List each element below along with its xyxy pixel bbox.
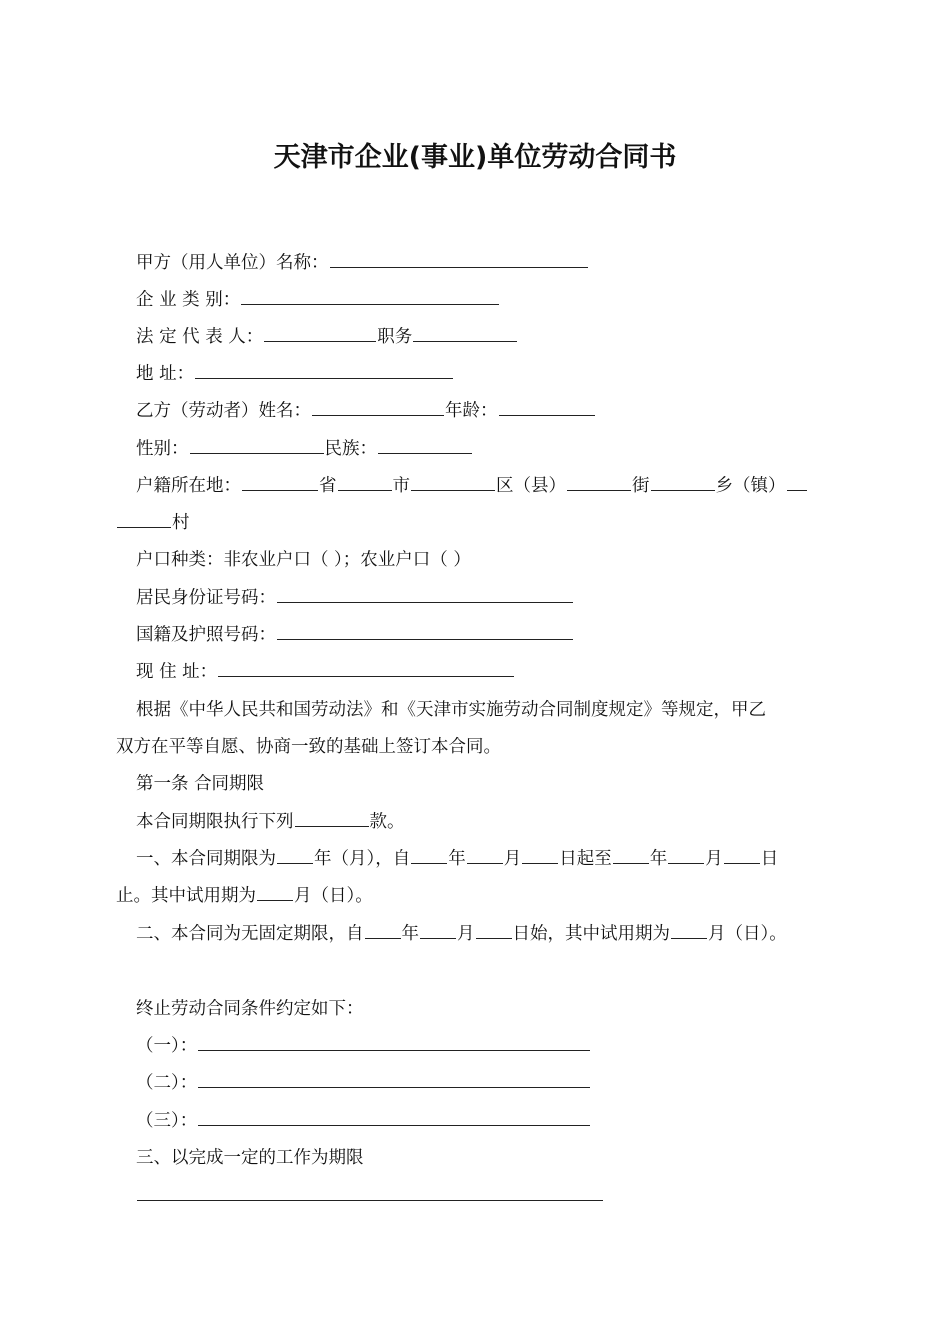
clause-2-text-b: 日始，其中试用期为: [512, 924, 670, 944]
party-a-name-row: [136, 251, 589, 275]
village-row: [116, 511, 190, 535]
township-label: 乡（镇）: [715, 476, 786, 496]
position-label: 职务: [377, 327, 413, 347]
term-exec-suffix: 款。: [369, 812, 405, 832]
ethnicity-label: 民族：: [324, 439, 377, 459]
probation-unit-2: 月（日）。: [708, 924, 787, 944]
start-year-blank[interactable]: [411, 848, 447, 864]
district-blank[interactable]: [411, 475, 495, 491]
clause-2-text-a: 二、本合同为无固定期限，自: [136, 924, 364, 944]
hukou-location-label: 户籍所在地：: [136, 476, 241, 496]
enterprise-category-label: 企 业 类 别：: [136, 290, 241, 310]
legal-rep-blank[interactable]: [264, 326, 376, 342]
village-label: 村: [172, 513, 190, 533]
city-label: 市: [392, 476, 410, 496]
start-day-blank[interactable]: [522, 848, 558, 864]
residence-label: 现 住 址：: [136, 662, 218, 682]
article-1-heading: 第一条 合同期限: [136, 774, 265, 794]
age-blank[interactable]: [499, 400, 595, 416]
party-b-name-label: 乙方（劳动者）姓名：: [136, 401, 311, 421]
clause-3-blank-row: [136, 1184, 604, 1208]
province-label: 省: [319, 476, 337, 496]
residence-blank[interactable]: [218, 661, 514, 677]
end-year-label: 年: [649, 849, 668, 869]
gender-label: 性别：: [136, 439, 189, 459]
clause-1-text-a: 一、本合同期限为: [136, 849, 276, 869]
hukou-type-row: 户口种类：非农业户口（ ）；农业户口（ ）: [136, 550, 471, 570]
termination-item-1: [136, 1034, 591, 1058]
province-blank[interactable]: [242, 475, 318, 491]
passport-label: 国籍及护照号码：: [136, 625, 276, 645]
village-blank[interactable]: [117, 512, 171, 528]
termination-item-2: [136, 1071, 591, 1095]
age-label: 年龄：: [445, 401, 498, 421]
party-a-name-blank[interactable]: [330, 252, 588, 268]
id-number-row: [136, 586, 574, 610]
termination-item-1-blank[interactable]: [198, 1035, 590, 1051]
clause-1-row: [136, 847, 778, 871]
ethnicity-blank[interactable]: [378, 438, 472, 454]
party-a-address-row: [136, 362, 454, 386]
id-number-blank[interactable]: [277, 587, 573, 603]
termination-heading: 终止劳动合同条件约定如下：: [136, 999, 364, 1019]
street-blank[interactable]: [567, 475, 631, 491]
term-exec-row: [136, 810, 405, 834]
termination-item-2-label: （二）：: [136, 1073, 198, 1093]
passport-blank[interactable]: [277, 624, 573, 640]
clause-1-probation-row: [116, 884, 373, 908]
party-b-name-blank[interactable]: [312, 400, 444, 416]
open-month-blank[interactable]: [420, 923, 456, 939]
passport-row: [136, 623, 574, 647]
legal-rep-row: [136, 325, 518, 349]
clause-3-row: 三、以完成一定的工作为期限: [136, 1148, 364, 1168]
termination-item-3-blank[interactable]: [198, 1110, 590, 1126]
hukou-location-row: [136, 474, 808, 498]
termination-item-3: [136, 1109, 591, 1133]
clause-1-text-b: 年（月），自: [314, 849, 411, 869]
open-month-label: 月: [457, 924, 475, 944]
street-label: 街: [632, 476, 650, 496]
term-exec-prefix: 本合同期限执行下列: [136, 812, 294, 832]
document-title: 天津市企业(事业)单位劳动合同书: [273, 142, 677, 173]
end-day-label: 日: [760, 849, 779, 869]
start-year-label: 年: [448, 849, 466, 869]
term-length-blank[interactable]: [277, 848, 313, 864]
termination-item-2-blank[interactable]: [198, 1072, 590, 1088]
city-blank[interactable]: [338, 475, 392, 491]
start-month-blank[interactable]: [467, 848, 503, 864]
termination-item-3-label: （三）：: [136, 1111, 198, 1131]
clause-2-row: [136, 922, 787, 946]
district-label: 区（县）: [496, 476, 566, 496]
clause-1-text-d: 止。其中试用期为: [116, 886, 256, 906]
gender-row: [136, 437, 473, 461]
end-month-blank[interactable]: [668, 848, 704, 864]
enterprise-category-blank[interactable]: [241, 289, 499, 305]
party-a-address-label: 地 址：: [136, 364, 195, 384]
gender-blank[interactable]: [190, 438, 324, 454]
open-year-label: 年: [401, 924, 419, 944]
open-year-blank[interactable]: [365, 923, 401, 939]
enterprise-category-row: [136, 288, 500, 312]
term-exec-blank[interactable]: [295, 811, 369, 827]
end-year-blank[interactable]: [613, 848, 649, 864]
clause-1-text-c: 日起至: [559, 849, 612, 869]
residence-row: [136, 660, 515, 684]
id-number-label: 居民身份证号码：: [136, 588, 276, 608]
probation-unit-1: 月（日）。: [294, 886, 373, 906]
position-blank[interactable]: [413, 326, 517, 342]
end-month-label: 月: [705, 849, 723, 869]
open-day-blank[interactable]: [476, 923, 512, 939]
village-blank-start[interactable]: [787, 475, 807, 491]
preamble-line-1: 根据《中华人民共和国劳动法》和《天津市实施劳动合同制度规定》等规定，甲乙: [136, 700, 766, 720]
end-day-blank[interactable]: [724, 848, 760, 864]
probation-blank-2[interactable]: [671, 923, 707, 939]
probation-blank-1[interactable]: [257, 885, 293, 901]
start-month-label: 月: [503, 849, 522, 869]
party-a-address-blank[interactable]: [195, 363, 453, 379]
legal-rep-label: 法 定 代 表 人：: [136, 327, 264, 347]
termination-item-1-label: （一）：: [136, 1036, 198, 1056]
party-a-name-label: 甲方（用人单位）名称：: [136, 253, 329, 273]
preamble-line-2: 双方在平等自愿、协商一致的基础上签订本合同。: [116, 737, 501, 757]
township-blank[interactable]: [651, 475, 715, 491]
clause-3-blank[interactable]: [137, 1185, 603, 1201]
party-b-name-row: [136, 399, 596, 423]
